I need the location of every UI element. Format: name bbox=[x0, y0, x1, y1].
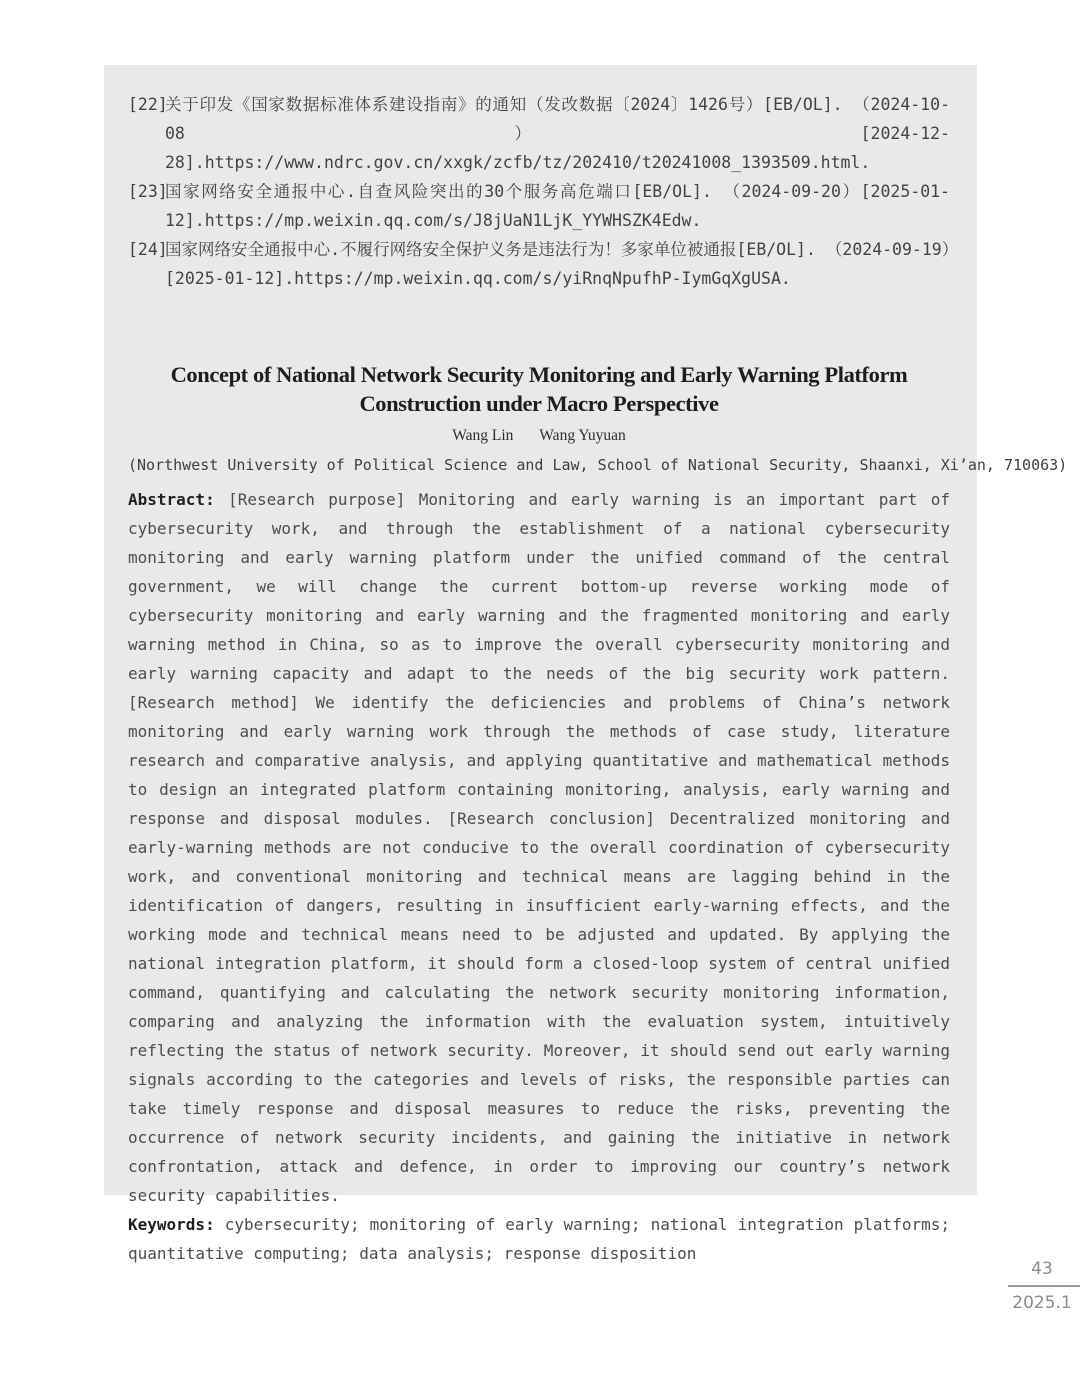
page-number: 43 bbox=[1031, 1259, 1053, 1279]
keywords-paragraph bbox=[128, 1210, 950, 1268]
author-name: Wang Yuyuan bbox=[539, 427, 626, 444]
article-title-line-1: Concept of National Network Security Monitoring and Early Warning Platform bbox=[170, 362, 908, 387]
footer-divider bbox=[1008, 1285, 1080, 1287]
scanned-paper-page bbox=[104, 65, 1068, 1263]
reference-list bbox=[128, 90, 950, 293]
keywords-label: Keywords: bbox=[128, 1215, 215, 1234]
author-name: Wang Lin bbox=[452, 427, 514, 444]
reference-text: 国家网络安全通报中心.自查风险突出的30个服务高危端口[EB/OL]. （2024-09-20）[2025-01-12].https://mp.weixin.qq.com/s/J8jUaN1LjK_YYWHSZK4Edw. bbox=[165, 182, 950, 230]
issue-label: 2025.1 bbox=[1012, 1293, 1072, 1313]
reference-item-23 bbox=[128, 177, 950, 235]
reference-item-22 bbox=[128, 90, 950, 177]
article-title bbox=[128, 360, 950, 418]
abstract-paragraph bbox=[128, 485, 950, 1210]
reference-item-24 bbox=[128, 235, 950, 293]
article-affiliation: (Northwest University of Political Science and Law, School of National Security, Shaanxi, Xi’an, 710063) bbox=[128, 456, 1068, 474]
reference-text: 国家网络安全通报中心.不履行网络安全保护义务是违法行为！多家单位被通报[EB/OL]. （2024-09-19）[2025-01-12].https://mp.weixin.qq.com/s/yiRnqNpufhP-IymGqXgUSA. bbox=[165, 240, 950, 288]
keywords-text: cybersecurity; monitoring of early warning; national integration platforms; quantitative computing; data analysis; response disposition bbox=[128, 1215, 950, 1263]
page-footer bbox=[1004, 1256, 1080, 1315]
reference-number: [22] bbox=[128, 95, 168, 114]
reference-text: 关于印发《国家数据标准体系建设指南》的通知（发改数据〔2024〕1426号）[EB/OL]. （2024-10-08）[2024-12-28].https://www.ndrc.gov.cn/xxgk/zcfb/tz/202410/t20241008_1393509.html. bbox=[165, 95, 950, 172]
reference-number: [23] bbox=[128, 182, 168, 201]
article-authors bbox=[128, 427, 950, 445]
reference-number: [24] bbox=[128, 240, 168, 259]
article-title-line-2: Construction under Macro Perspective bbox=[359, 391, 719, 416]
abstract-label: Abstract: bbox=[128, 490, 215, 509]
abstract-text: [Research purpose] Monitoring and early warning is an important part of cybersecurity work, and through the establishment of a national cybersecurity monitoring and early warning platform under the unified command of the central government, we will change the current bottom-up reverse working mode of cybersecurity monitoring and early warning and the fragmented monitoring and early warning method in China, so as to improve the overall cybersecurity monitoring and early warning capacity and adapt to the needs of the big security work pattern. [Research method] We identify the deficiencies and problems of China’s network monitoring and early warning work through the methods of case study, literature research and comparative analysis, and applying quantitative and mathematical methods to design an integrated platform containing monitoring, analysis, early warning and response and disposal modules. [Research conclusion] Decentralized monitoring and early-warning methods are not conducive to the overall coordination of cybersecurity work, and conventional monitoring and technical means are lagging behind in the identification of dangers, resulting in insufficient early-warning effects, and the working mode and technical means need to be adjusted and updated. By applying the national integration platform, it should form a closed-loop system of central unified command, quantifying and calculating the network security monitoring information, comparing and analyzing the information with the evaluation system, intuitively reflecting the status of network security. Moreover, it should send out early warning signals according to the categories and levels of risks, the responsible parties can take timely response and disposal measures to reduce the risks, preventing the occurrence of network security incidents, and gaining the initiative in network confrontation, attack and defence, in order to improving our country’s network security capabilities. bbox=[128, 490, 950, 1205]
